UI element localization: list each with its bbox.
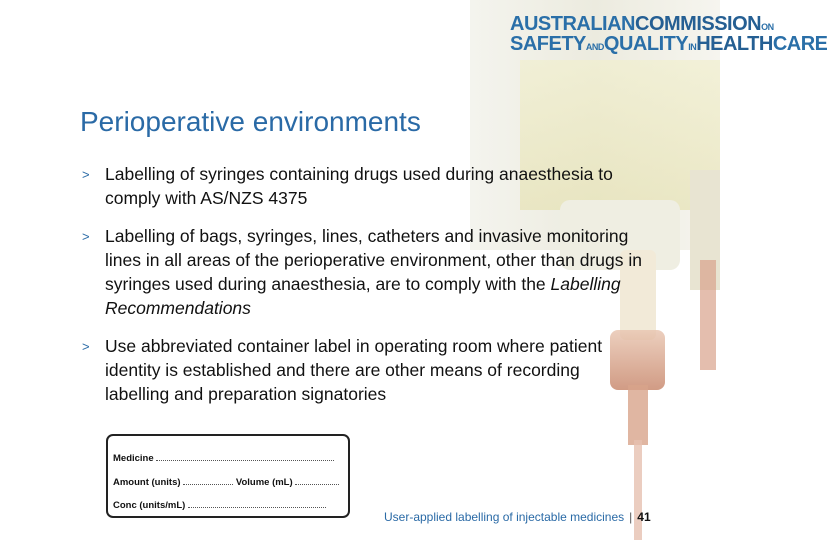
logo-word-in: IN (688, 42, 697, 52)
bullet-item (82, 162, 642, 210)
label-conc-field: Conc (units/mL) (113, 500, 186, 511)
footer-title: User-applied labelling of injectable medicines (384, 510, 625, 524)
label-row-amount-volume (113, 476, 339, 488)
commission-logo (510, 13, 827, 55)
bullet-marker-icon: > (82, 167, 90, 182)
dotted-line (183, 476, 233, 485)
bullet-item (82, 334, 642, 406)
logo-word-health: HEALTH (696, 33, 773, 55)
bullet-text: Use abbreviated container label in operating room where patient identity is established and there are other means of recording labelling and preparation signatories (105, 336, 603, 404)
dotted-line (156, 452, 334, 461)
footer-separator: | (629, 510, 633, 524)
label-row-medicine (113, 452, 334, 464)
label-volume-field: Volume (mL) (235, 477, 293, 488)
label-row-conc (113, 499, 326, 511)
logo-word-care: CARE (772, 33, 827, 55)
logo-word-safety: SAFETY (510, 33, 586, 55)
example-syringe-label (106, 434, 350, 518)
dotted-line (188, 499, 326, 508)
slide-footer (384, 510, 651, 524)
slide-title: Perioperative environments (80, 106, 421, 137)
bullet-list (82, 162, 642, 420)
logo-word-and: AND (585, 42, 604, 52)
bullet-item (82, 224, 642, 320)
logo-word-australian: AUSTRALIAN (510, 13, 635, 35)
bullet-italic-text: Labelling Recommendations (105, 274, 621, 318)
logo-word-commission: COMMISSION (635, 13, 762, 35)
bullet-marker-icon: > (82, 339, 90, 354)
bullet-text: Labelling of syringes containing drugs used during anaesthesia to comply with AS/NZS 4375 (105, 164, 613, 208)
label-medicine-field: Medicine (113, 453, 154, 464)
label-amount-field: Amount (units) (113, 477, 181, 488)
page-number: 41 (637, 510, 651, 524)
logo-word-on: ON (761, 22, 774, 32)
bullet-text: Labelling of bags, syringes, lines, catheters and invasive monitoring lines in all areas of the perioperative environment, other than drugs in syringes used during anaesthesia, are to comply with the (105, 226, 642, 294)
dotted-line (295, 476, 339, 485)
bullet-marker-icon: > (82, 229, 90, 244)
logo-word-quality: QUALITY (603, 33, 689, 55)
